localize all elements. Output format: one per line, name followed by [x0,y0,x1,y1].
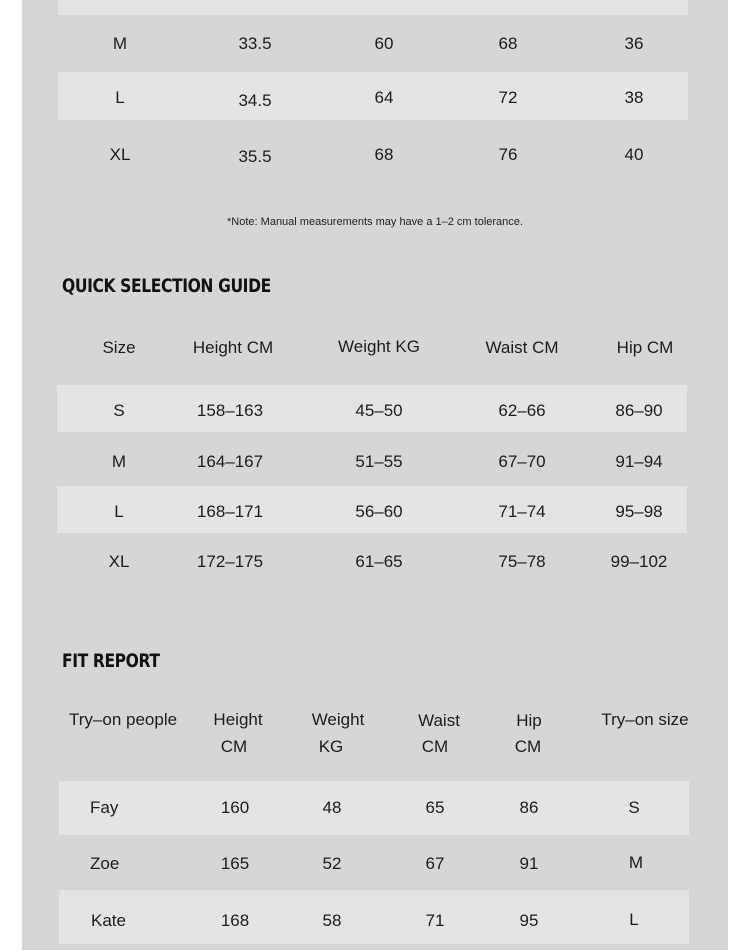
name-cell: Zoe [90,854,120,873]
table-row [57,486,687,533]
height-cell: 168 [220,911,250,930]
weight-cell: 51–55 [355,452,403,471]
weight-cell: 56–60 [355,502,403,521]
measure-cell: 33.5 [238,34,272,53]
table-row [58,72,688,120]
hip-cell: 86 [519,798,539,817]
waist-cell: 62–66 [498,401,546,420]
column-header: Weight [311,710,365,729]
column-header: Hip [516,711,542,730]
column-header-unit: CM [514,737,542,756]
try-on-size-cell: L [629,910,639,929]
waist-cell: 65 [425,798,445,817]
height-cell: 172–175 [196,552,264,571]
size-cell: M [111,452,127,471]
tolerance-note: *Note: Manual measurements may have a 1–2 cm tolerance. [227,216,523,228]
fit-report-header [0,706,750,762]
column-header-unit: CM [220,737,248,756]
waist-cell: 71 [425,911,445,930]
column-header: Height CM [192,338,274,357]
measure-cell: 36 [624,34,644,53]
weight-cell: 58 [322,911,342,930]
table-row [57,385,687,432]
column-header: Hip CM [616,338,674,357]
table-row [57,540,687,580]
size-cell: XL [109,145,131,164]
weight-cell: 52 [322,854,342,873]
hip-cell: 95 [519,911,539,930]
hip-cell: 99–102 [610,552,668,571]
measure-cell: 34.5 [238,91,272,110]
measure-cell: 35.5 [238,147,272,166]
table-row [57,440,687,480]
waist-cell: 67 [425,854,445,873]
size-chart-band-top [58,0,688,15]
hip-cell: 91–94 [615,452,663,471]
quick-guide-title: QUICK SELECTION GUIDE [62,275,271,297]
height-cell: 168–171 [196,502,264,521]
name-cell: Fay [90,798,119,817]
height-cell: 158–163 [196,401,264,420]
weight-cell: 45–50 [355,401,403,420]
measure-cell: 72 [498,88,518,107]
table-row [58,30,688,58]
hip-cell: 95–98 [615,502,663,521]
waist-cell: 67–70 [498,452,546,471]
measure-cell: 64 [374,88,394,107]
size-cell: XL [108,552,130,571]
measure-cell: 40 [624,145,644,164]
column-header: Height [213,710,263,729]
hip-cell: 91 [519,854,539,873]
measure-cell: 38 [624,88,644,107]
table-row [58,140,688,168]
height-cell: 165 [220,854,250,873]
table-row [59,781,689,835]
size-cell: S [113,401,125,420]
name-cell: Kate [91,911,126,930]
column-header: Waist [418,711,460,730]
height-cell: 164–167 [196,452,264,471]
fit-report-title: FIT REPORT [62,650,160,672]
waist-cell: 75–78 [498,552,546,571]
column-header-unit: KG [318,737,344,756]
quick-guide-header [0,334,750,362]
try-on-size-cell: M [628,853,644,872]
height-cell: 160 [220,798,250,817]
measure-cell: 68 [498,34,518,53]
weight-cell: 48 [322,798,342,817]
measure-cell: 60 [374,34,394,53]
weight-cell: 61–65 [355,552,403,571]
column-header: Waist CM [485,338,559,357]
hip-cell: 86–90 [615,401,663,420]
column-header: Try–on people [69,710,178,729]
measure-cell: 68 [374,145,394,164]
table-row [59,890,689,944]
size-cell: M [112,34,128,53]
column-header: Try–on size [601,710,689,729]
column-header: Size [102,338,136,357]
table-row [59,840,689,886]
measure-cell: 76 [498,145,518,164]
size-cell: L [115,88,125,107]
column-header-unit: CM [421,737,449,756]
size-cell: L [114,502,124,521]
try-on-size-cell: S [628,798,640,817]
column-header: Weight KG [338,337,420,356]
waist-cell: 71–74 [498,502,546,521]
